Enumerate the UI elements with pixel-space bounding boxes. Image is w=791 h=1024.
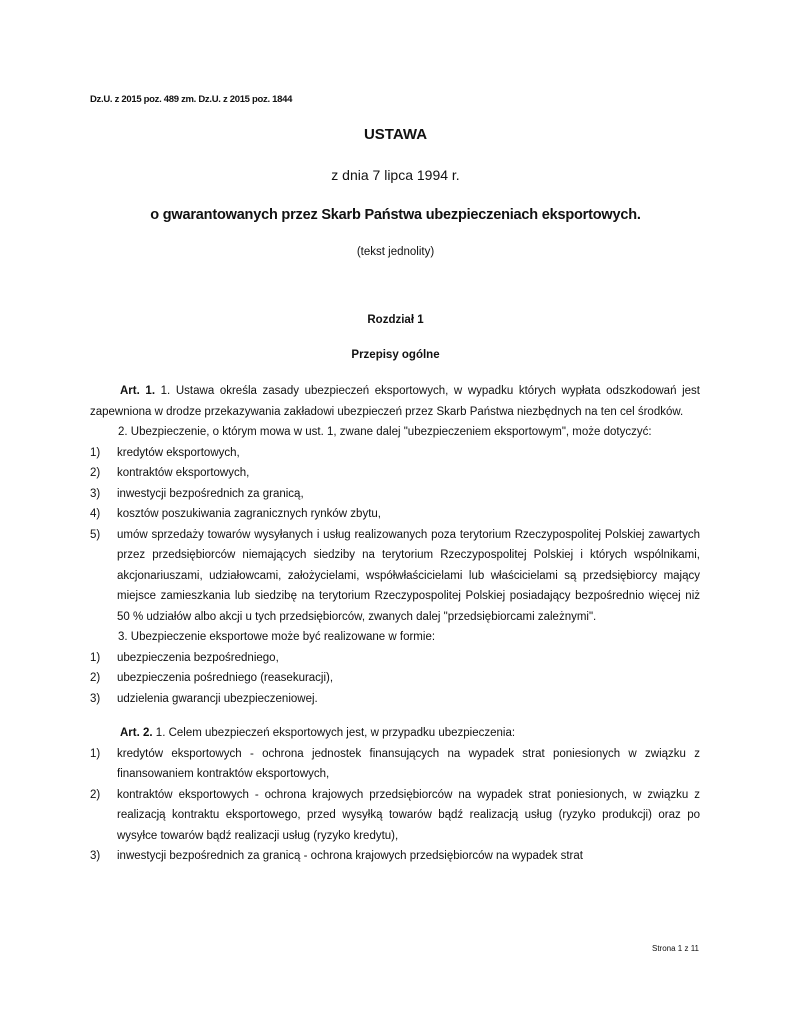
list-item-number: 2): [90, 467, 101, 479]
list-item: [90, 689, 700, 710]
list-item-number: 1): [90, 651, 101, 664]
list-item-number: 3): [90, 692, 101, 705]
list-item-text: umów sprzedaży towarów wysyłanych i usług realizowanych poza terytorium Rzeczypospolitej Polskiej zawartych przez przedsiębiorców niemających siedziby na terytorium Rzeczypospolitej Polskiej i których wspólnikami, akcjonariuszami, udziałowcami, założycielami, współwłaścicielami lub właścicielami są przedsiębiorcy mający miejsce zamieszkania lub siedzibę na terytorium Rzeczypospolitej Polskiej posiadający bezpośrednio więcej niż 50 % udziałów albo akcji u tych przedsiębiorców, zwanych dalej "przedsiębiorcami zależnymi".: [117, 528, 700, 623]
list-item-text: kontraktów eksportowych,: [117, 467, 250, 479]
list-item-number: 3): [90, 850, 101, 862]
list-item-text: ubezpieczenia pośredniego (reasekuracji),: [117, 672, 334, 684]
list-item: [90, 785, 700, 847]
list-item-number: 5): [90, 528, 101, 541]
list-item-text: inwestycji bezpośrednich za granicą,: [117, 487, 304, 500]
list-item-text: udzielenia gwarancji ubezpieczeniowej.: [117, 692, 318, 705]
act-title: USTAWA: [363, 126, 428, 143]
art2-label: Art. 2.: [120, 727, 153, 739]
art1-paragraph-1: [90, 381, 700, 422]
list-item-number: 2): [90, 788, 101, 801]
list-item-number: 1): [90, 446, 101, 459]
list-item: [90, 504, 700, 525]
list-item-text: kredytów eksportowych,: [117, 446, 240, 459]
list-item-text: kredytów eksportowych - ochrona jednostek finansujących na wypadek strat poniesionych w związku z finansowaniem kontraktów eksportowych,: [117, 747, 700, 780]
document-body: [90, 381, 700, 867]
consolidated-text-note: (tekst jednolity): [356, 246, 435, 258]
list-item-text: kontraktów eksportowych - ochrona krajowych przedsiębiorców na wypadek strat poniesionych, w związku z realizacją kontraktu eksportowego, przed wysyłką towarów bądź realizacją usług (ryzyko produkcji) oraz po wysyłce towarów bądź realizacji usług (ryzyko kredytu),: [117, 788, 700, 842]
chapter-name: Przepisy ogólne: [351, 349, 440, 361]
art1-paragraph-2: 2. Ubezpieczenie, o którym mowa w ust. 1, zwane dalej "ubezpieczeniem eksportowym", może dotyczyć:: [118, 426, 652, 438]
section-gap: [90, 709, 700, 723]
list-item-text: ubezpieczenia bezpośredniego,: [117, 651, 279, 664]
art2-list-1: [90, 744, 700, 867]
act-subject: o gwarantowanych przez Skarb Państwa ubezpieczeniach eksportowych.: [150, 207, 641, 223]
list-item: [90, 744, 700, 785]
page-number: Strona 1 z 11: [652, 944, 699, 953]
art1-list-2: [90, 443, 700, 628]
list-item: [90, 463, 700, 484]
art2-paragraph-1: [90, 723, 700, 744]
list-item-number: 3): [90, 487, 101, 500]
art1-paragraph-3: 3. Ubezpieczenie eksportowe może być realizowane w formie:: [118, 631, 436, 643]
list-item: [90, 484, 700, 505]
list-item: [90, 648, 700, 669]
list-item-number: 2): [90, 672, 101, 684]
art1-label: Art. 1.: [120, 385, 156, 397]
list-item: [90, 668, 700, 689]
journal-reference: Dz.U. z 2015 poz. 489 zm. Dz.U. z 2015 poz. 1844: [90, 94, 293, 105]
list-item: [90, 846, 700, 867]
list-item: [90, 525, 700, 628]
list-item-text: inwestycji bezpośrednich za granicą - ochrona krajowych przedsiębiorców na wypadek strat: [117, 850, 583, 862]
chapter-number: Rozdział 1: [367, 314, 424, 326]
list-item: [90, 443, 700, 464]
act-date: z dnia 7 lipca 1994 r.: [331, 167, 460, 183]
art2-p1-text: 1. Celem ubezpieczeń eksportowych jest, w przypadku ubezpieczenia:: [155, 727, 516, 739]
list-item-number: 1): [90, 747, 101, 760]
art1-p1-text: 1. Ustawa określa zasady ubezpieczeń eksportowych, w wypadku których wypłata odszkodowań jest zapewniona w drodze przekazywania zakładowi ubezpieczeń przez Skarb Państwa niezbędnych na ten cel środków.: [90, 385, 700, 418]
art1-list-3: [90, 648, 700, 710]
list-item-text: kosztów poszukiwania zagranicznych rynków zbytu,: [117, 508, 381, 520]
list-item-number: 4): [90, 508, 101, 520]
